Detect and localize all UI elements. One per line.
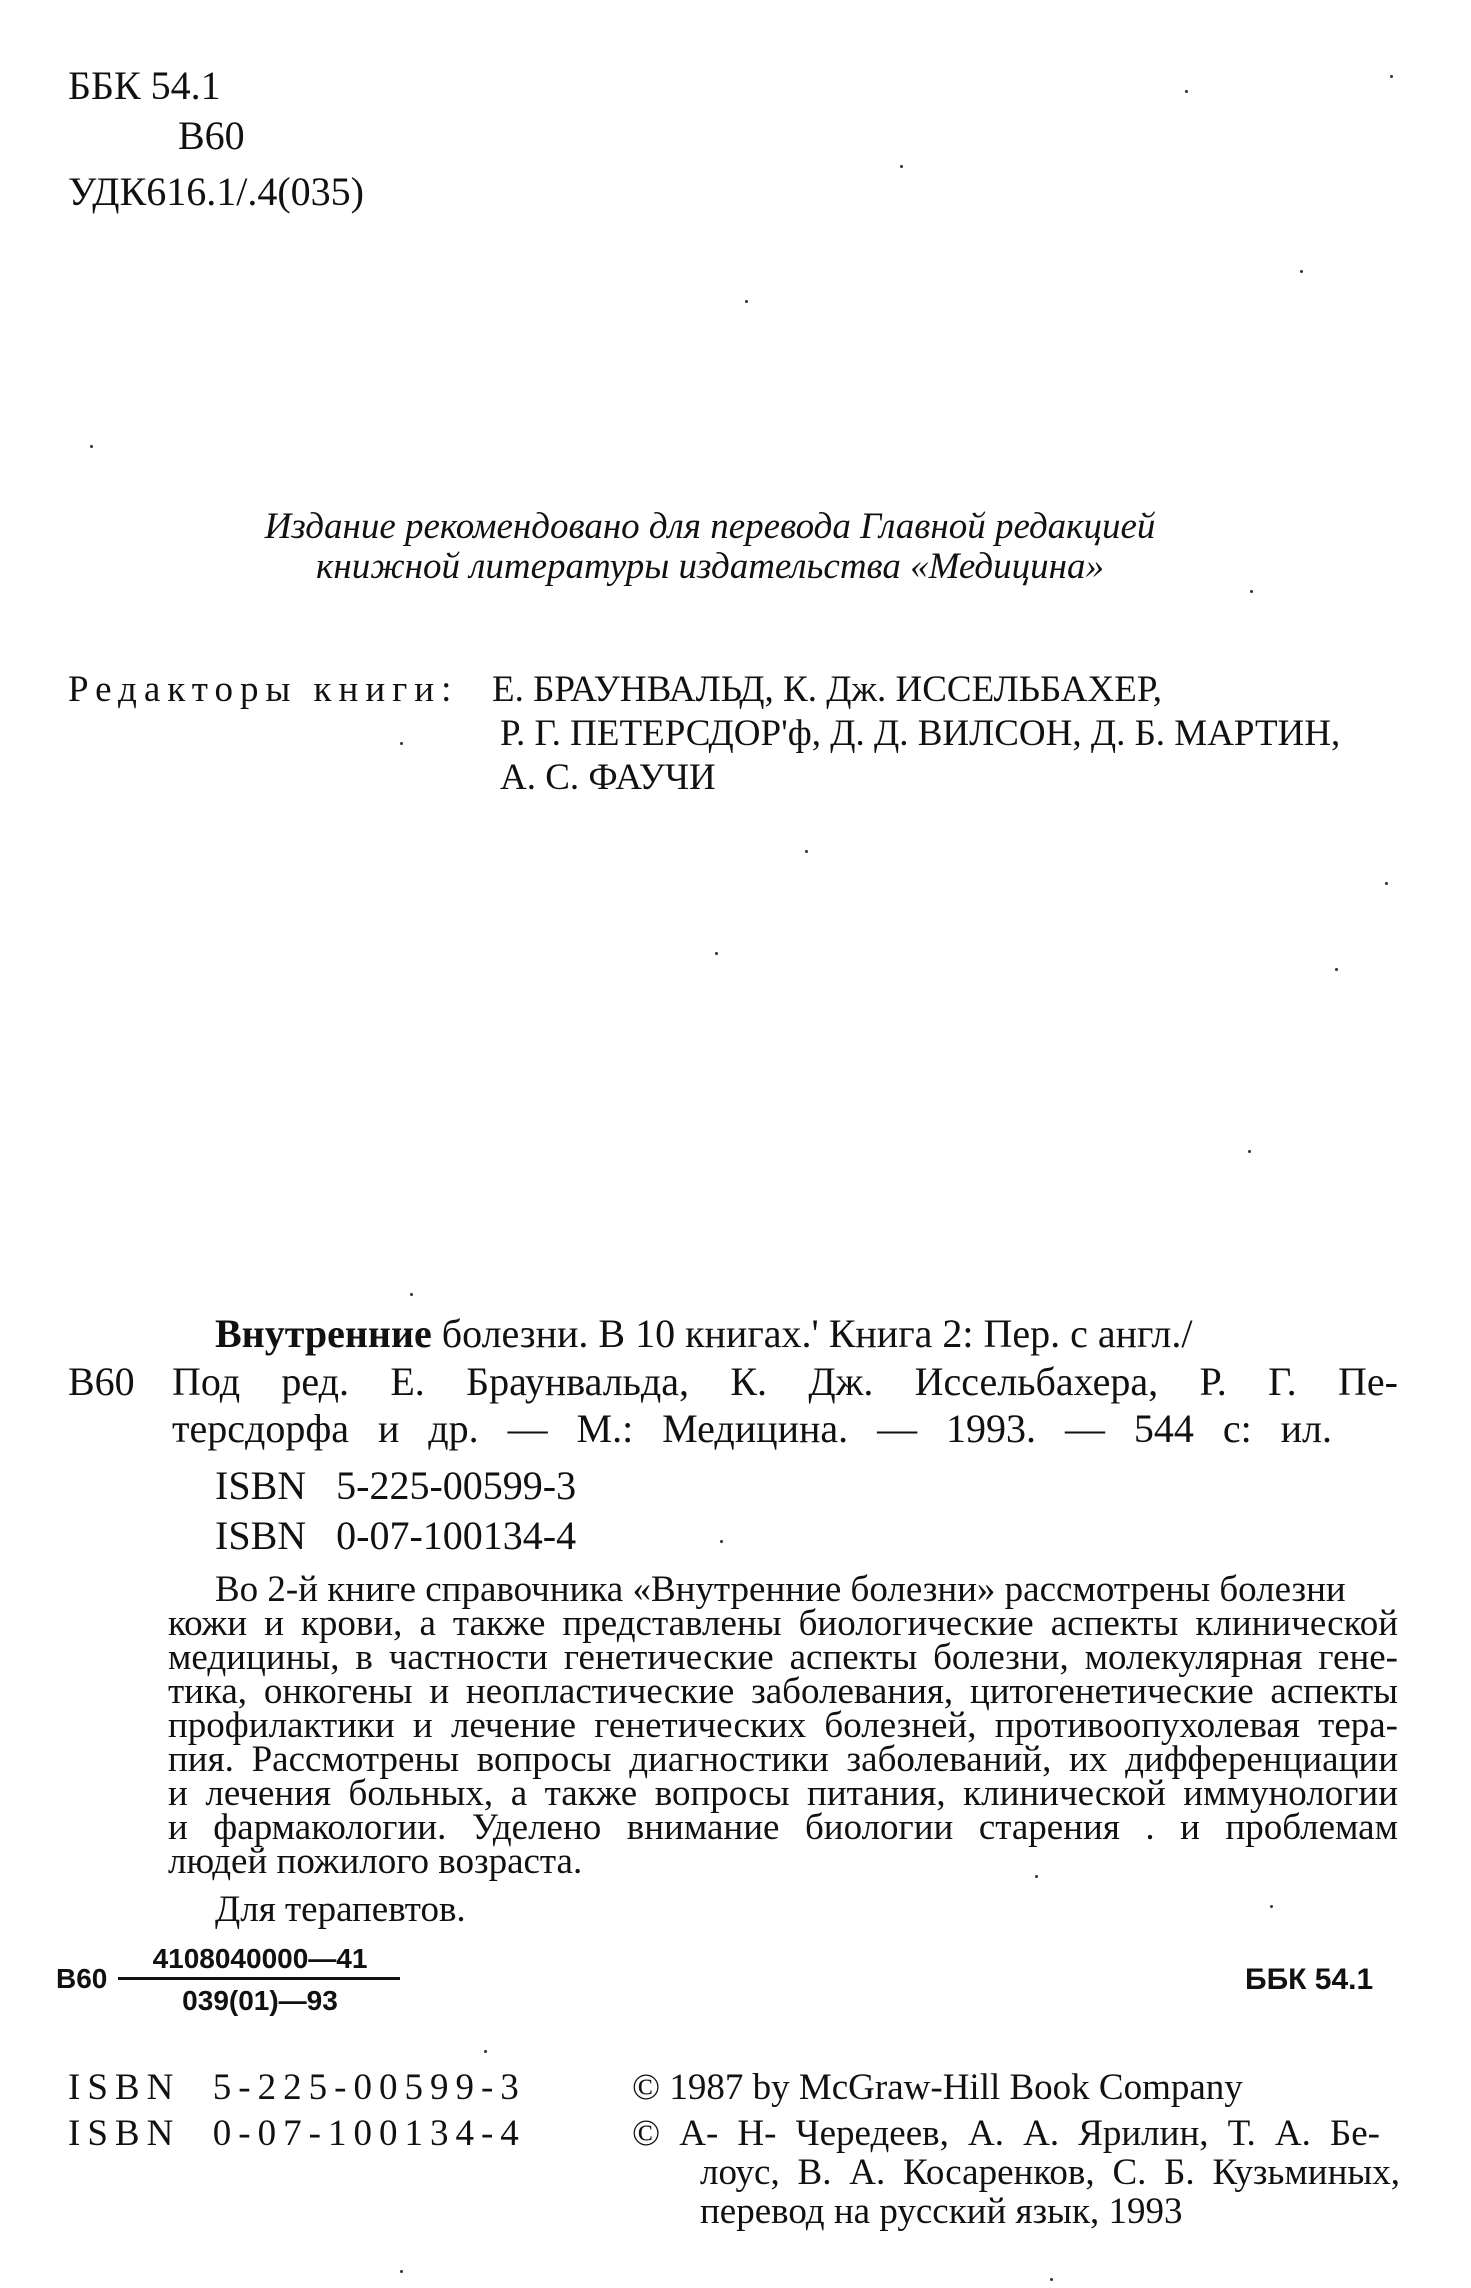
catalog-title-bold: Внутренние: [215, 1311, 432, 1356]
copyright-translators-line-2: лоус, В. А. Косаренков, С. Б. Кузьминых,: [700, 2152, 1400, 2193]
index-code-numerator: 4108040000—41: [152, 1943, 368, 1974]
scan-speck: [1248, 1150, 1251, 1153]
scan-speck: [1335, 968, 1338, 971]
copyright-translators-line-3: перевод на русский язык, 1993: [700, 2191, 1183, 2232]
abstract-line-5: профилактики и лечение генетических болезней, противоопухолевая тера-: [168, 1705, 1398, 1746]
scan-speck: [715, 952, 718, 955]
recommendation-line-2: книжной литературы издательства «Медицина»: [316, 546, 1104, 587]
footer-isbn-1: ISBN 5-225-00599-3: [68, 2067, 526, 2108]
catalog-line-2: Под ред. Е. Браунвальда, К. Дж. Иссельбахера, Р. Г. Пе-: [172, 1359, 1398, 1404]
editors-label: Редакторы книги:: [68, 669, 459, 710]
scan-speck: [745, 300, 748, 303]
index-bbk: ББК 54.1: [1245, 1963, 1374, 1996]
abstract-line-4: тика, онкогены и неопластические заболевания, цитогенетические аспекты: [168, 1671, 1398, 1712]
scan-speck: [805, 850, 808, 853]
scan-speck: [1035, 1875, 1038, 1878]
abstract-line-7: и лечения больных, а также вопросы питания, клинической иммунологии: [168, 1773, 1398, 1814]
abstract-line-1: Во 2-й книге справочника «Внутренние болезни» рассмотрены болезни: [215, 1569, 1346, 1610]
copyright-translators-line-1: © А- Н- Чередеев, А. А. Ярилин, Т. А. Бе-: [632, 2113, 1380, 2154]
scan-speck: [1385, 882, 1388, 885]
scan-speck: [1185, 90, 1188, 93]
scan-speck: [1390, 75, 1393, 78]
scan-speck: [720, 1540, 723, 1543]
udk-code: УДК616.1/.4(035): [68, 169, 364, 214]
scan-speck: [400, 2270, 403, 2273]
scan-speck: [1300, 270, 1303, 273]
footer-isbn-2: ISBN 0-07-100134-4: [68, 2113, 526, 2154]
author-sign-code: В60: [178, 113, 245, 158]
scan-speck: [900, 165, 903, 168]
index-code-fraction-bar: [118, 1977, 400, 1980]
catalog-line-1: [215, 1310, 1405, 1358]
abstract-line-3: медицины, в частности генетические аспекты болезни, молекулярная гене-: [168, 1637, 1398, 1678]
catalog-title-rest: болезни. В 10 книгах.' Книга 2: Пер. с англ./: [441, 1311, 1193, 1356]
scan-speck: [1250, 590, 1253, 593]
scan-speck: [90, 445, 93, 448]
abstract-line-8: и фармакологии. Уделено внимание биологии старения . и проблемам: [168, 1807, 1398, 1848]
scan-speck: [1270, 1905, 1273, 1908]
copyright-mcgraw-hill: © 1987 by McGraw-Hill Book Company: [632, 2067, 1243, 2108]
abstract-audience: Для терапевтов.: [215, 1889, 466, 1930]
recommendation-line-1: Издание рекомендовано для перевода Главной редакцией: [264, 506, 1156, 547]
editors-line-2: Р. Г. ПЕТЕРСДОР'ф, Д. Д. ВИЛСОН, Д. Б. МАРТИН,: [500, 713, 1341, 754]
abstract-line-9: людей пожилого возраста.: [168, 1841, 583, 1882]
scan-speck: [1050, 2278, 1053, 2281]
bbk-code: ББК 54.1: [68, 63, 221, 108]
index-code-denominator: 039(01)—93: [182, 1985, 338, 2016]
editors-line-3: А. С. ФАУЧИ: [500, 757, 716, 798]
scan-speck: [484, 2050, 487, 2053]
scan-speck: [410, 1293, 413, 1296]
index-code-prefix: В60: [56, 1963, 108, 1994]
abstract-line-6: пия. Рассмотрены вопросы диагностики заболеваний, их дифференциации: [168, 1739, 1398, 1780]
catalog-line-3: терсдорфа и др. — М.: Медицина. — 1993. — 544 с: ил.: [172, 1406, 1332, 1451]
catalog-side-code: В60: [68, 1359, 135, 1404]
catalog-isbn-2: ISBN 0-07-100134-4: [215, 1513, 577, 1558]
scan-speck: [400, 742, 403, 745]
abstract-line-2: кожи и крови, а также представлены биологические аспекты клинической: [168, 1603, 1398, 1644]
catalog-isbn-1: ISBN 5-225-00599-3: [215, 1463, 577, 1508]
editors-line-1: Е. БРАУНВАЛЬД, К. Дж. ИССЕЛЬБАХЕР,: [492, 669, 1163, 710]
